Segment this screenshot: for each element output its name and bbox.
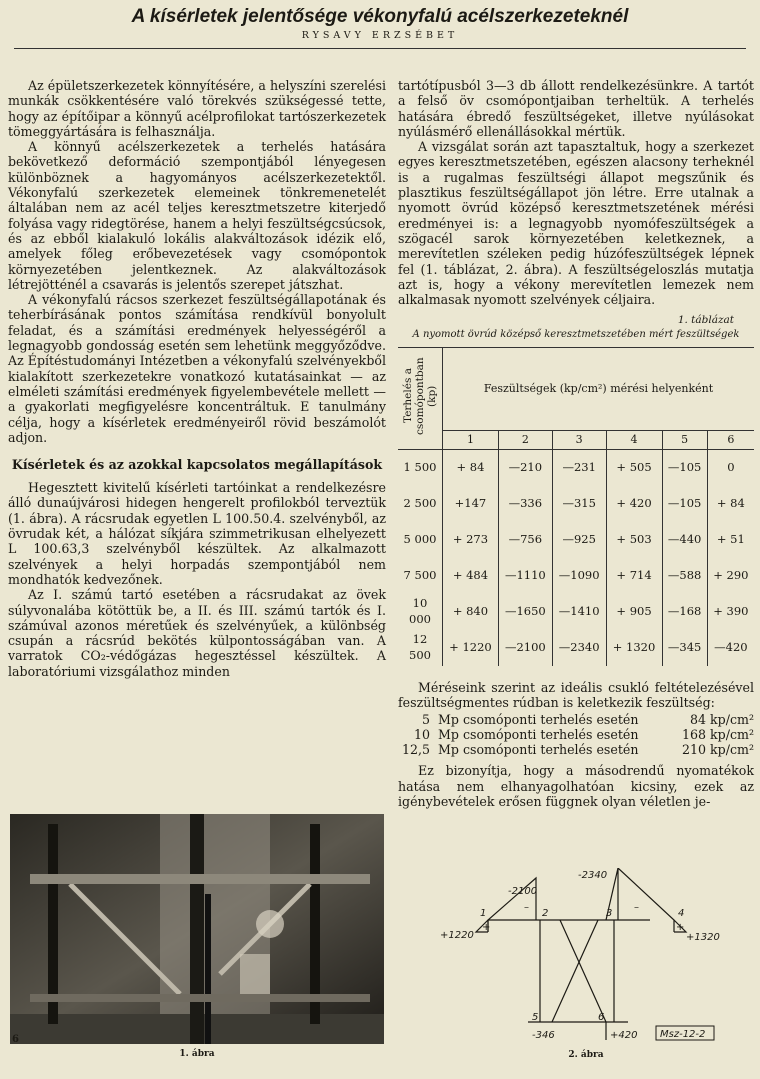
stress-cell: —210 xyxy=(498,449,552,486)
load-cell: 12 500 xyxy=(398,630,443,666)
right-column xyxy=(398,78,754,809)
load-val: 84 kp/cm² xyxy=(689,712,754,728)
stress-cell: + 84 xyxy=(443,449,499,486)
load-cell: 7 500 xyxy=(398,558,443,594)
load-val: 168 kp/cm² xyxy=(681,727,754,743)
page-number: 6 xyxy=(12,1034,19,1045)
stress-cell: —1110 xyxy=(498,558,552,594)
position-3: 3 xyxy=(552,430,606,449)
left-column xyxy=(8,78,386,679)
load-cell: 5 000 xyxy=(398,522,443,558)
section-heading: Kísérletek és az azokkal kapcsolatos megállapítások xyxy=(11,457,383,473)
stress-cell: + 51 xyxy=(707,522,754,558)
position-2: 2 xyxy=(498,430,552,449)
figure1-caption: 1. ábra xyxy=(179,1049,215,1059)
right-paragraph-1: tartótípusból 3—3 db állott rendelkezésünkre. A tartót a felső öv csomópontjaiban terheltük. A terhelés hatására ébredő feszültségeket, illetve nyúlásokat nyúlásmérő ellenállásokkal mértük. xyxy=(398,78,754,139)
stress-cell: —336 xyxy=(498,486,552,522)
load-desc: Mp csomóponti terhelés esetén xyxy=(438,712,639,728)
load-list xyxy=(398,712,754,757)
load-item xyxy=(398,712,754,727)
stress-cell: —2340 xyxy=(552,630,606,666)
table-row xyxy=(398,449,754,486)
label-v6: +420 xyxy=(610,1030,638,1041)
left-paragraph-5: Az I. számú tartó esetében a rácsrudakat az övek súlyvonalába kötöttük be, a II. és III. számú tartók és I. számúval azonos méretűek és szelvényűek, a különbség csupán a rácsrúd bekötés külpontosságában van. A varratok CO₂-védőgázas hegesztéssel készültek. A laboratóriumi vizsgálathoz minden xyxy=(8,587,386,679)
left-paragraph-2: A könnyű acélszerkezetek a terhelés hatására bekövetkező deformáció szempontjából lényegesen különböznek a hagyományos acélszerkezetektől. Vékonyfalú szerkezetek elemeinek tönkremenetelét általában nem az acél teljes keresztmetszetre kiterjedő folyása vagy ridegtörése, hanem a helyi feszültségcsúcsok, és az ebből kialakuló lokális alakváltozások idézik elő, amelyek főleg erőbevezetések vagy csomópontok környezetében jelentkeznek. Az alakváltozások létrejötténél a csavarás is jelentős szerepet játszhat. xyxy=(8,139,386,292)
load-header: Terhelés a csomópontban (kp) xyxy=(402,357,438,435)
table-body xyxy=(398,449,754,666)
stress-cell: 0 xyxy=(707,449,754,486)
load-n: 12,5 xyxy=(401,742,430,758)
load-cell: 10 000 xyxy=(398,594,443,630)
stress-distribution-diagram xyxy=(428,868,744,1054)
node-5: 5 xyxy=(532,1012,539,1023)
stress-cell: + 290 xyxy=(707,558,754,594)
label-v1: +1220 xyxy=(440,930,474,941)
stress-cell: —1410 xyxy=(552,594,606,630)
plus-right: + xyxy=(676,922,685,933)
left-paragraph-4: Hegesztett kivitelű kísérleti tartóinkat a rendelkezésre álló dunaújvárosi hidegen hengerelt profilokból terveztük (1. ábra). A rácsrudak egyetlen L 100.50.4. szelvényből, az övrudak két, a hálózat síkjára szimmetrikusan elhelyezett L 100.63,3 szelvényből készültek. Az alkalmazott szelvények a helyi horpadás szempontjából nem mondhatók kedvezőnek. xyxy=(8,480,386,587)
stress-cell: —345 xyxy=(662,630,707,666)
stress-cell: + 84 xyxy=(707,486,754,522)
stress-cell: —420 xyxy=(707,630,754,666)
stress-cell: + 484 xyxy=(443,558,499,594)
diagram-right xyxy=(618,868,674,932)
stress-cell: —168 xyxy=(662,594,707,630)
load-val: 210 kp/cm² xyxy=(681,742,754,758)
label-v3: -2340 xyxy=(578,870,608,881)
stamp-label: Msz-12-2 xyxy=(660,1029,706,1040)
article-title: A kísérletek jelentősége vékonyfalú acélszerkezeteknél xyxy=(131,6,629,27)
load-desc: Mp csomóponti terhelés esetén xyxy=(438,742,639,758)
stress-cell: + 714 xyxy=(606,558,662,594)
table-row xyxy=(398,558,754,594)
stress-cell: +147 xyxy=(443,486,499,522)
position-5: 5 xyxy=(662,430,707,449)
stress-cell: + 1220 xyxy=(443,630,499,666)
load-cell: 2 500 xyxy=(398,486,443,522)
load-item xyxy=(398,742,754,757)
stress-cell: + 420 xyxy=(606,486,662,522)
stress-cell: + 1320 xyxy=(606,630,662,666)
stress-cell: + 505 xyxy=(606,449,662,486)
test-rig-photo xyxy=(10,814,384,1044)
stress-cell: + 905 xyxy=(606,594,662,630)
table-row xyxy=(398,522,754,558)
stress-cell: —756 xyxy=(498,522,552,558)
label-v4: +1320 xyxy=(686,932,720,943)
figure2-caption: 2. ábra xyxy=(568,1050,604,1060)
load-n: 10 xyxy=(413,727,430,743)
left-paragraph-3: A vékonyfalú rácsos szerkezet feszültségállapotának és teherbírásának pontos számítása rendkívül bonyolult feladat, és a számítási eredmények helyességéről a legnagyobb gondosság esetén sem lehetünk meggyőződve. Az Építéstudományi Intézetben a vékonyfalú szelvényekből kialakított szerkezetekre vonatkozó kutatásainkat — az elméleti számítási eredmények figyelembevétele mellett — a gyakorlati megfigyelésre koncentráltuk. E tanulmány célja, hogy a kísérletek eredményeiről rövid beszámolót adjon. xyxy=(8,292,386,445)
load-n: 5 xyxy=(421,712,430,728)
stress-cell: —2100 xyxy=(498,630,552,666)
right-paragraph-2: A vizsgálat során azt tapasztaltuk, hogy a szerkezet egyes keresztmetszetében, egészen alacsony terheknél is a rugalmas feszültségi állapot megszűnik és plasztikus feszültségállapot jön létre. Erre utalnak a nyomott övrúd középső keresztmetszetének mérési eredményei is: a legnagyobb nyomófeszültségek a szögacél sarok környezetében keletkeznek, a merevítetlen széleken pedig húzófeszültségek lépnek fel (1. táblázat, 2. ábra). A feszültségeloszlás mutatja azt is, hogy a vékony merevítetlen lemezek nem alkalmasak nyomott szelvények céljaira. xyxy=(398,139,754,308)
minus-left: – xyxy=(524,902,529,913)
header-rule xyxy=(14,48,746,49)
table-row xyxy=(398,630,754,666)
stress-cell: + 503 xyxy=(606,522,662,558)
load-cell: 1 500 xyxy=(398,449,443,486)
node-4: 4 xyxy=(678,908,685,919)
table-row xyxy=(398,486,754,522)
label-v5: -346 xyxy=(532,1030,555,1041)
left-paragraph-1: Az épületszerkezetek könnyítésére, a helyszíni szerelési munkák csökkentésére való törekvés szükségessé tette, hogy az építőipar a könnyű acélprofilokat tartószerkezetek tömeggyártására is felhasználja. xyxy=(8,78,386,139)
diag-1 xyxy=(560,920,606,1022)
load-header-cell xyxy=(398,347,443,449)
right-paragraph-3: Méréseink szerint az ideális csukló feltételezésével feszültségmentes rúdban is keletkezik feszültség: xyxy=(398,679,754,711)
node-3: 3 xyxy=(606,908,613,919)
position-1: 1 xyxy=(443,430,499,449)
stress-cell: + 273 xyxy=(443,522,499,558)
position-6: 6 xyxy=(707,430,754,449)
stress-table xyxy=(398,347,754,666)
load-desc: Mp csomóponti terhelés esetén xyxy=(438,727,639,743)
diag-2 xyxy=(552,920,598,1022)
stress-cell: + 390 xyxy=(707,594,754,630)
node-1: 1 xyxy=(480,908,487,919)
plus-left: + xyxy=(482,922,491,933)
node-2: 2 xyxy=(542,908,549,919)
position-4: 4 xyxy=(606,430,662,449)
stress-header: Feszültségek (kp/cm²) mérési helyenként xyxy=(443,347,755,430)
stress-cell: —105 xyxy=(662,486,707,522)
load-item xyxy=(398,727,754,742)
author-name: RYSAVY ERZSÉBET xyxy=(301,30,459,41)
stress-cell: —231 xyxy=(552,449,606,486)
right-paragraph-4: Ez bizonyítja, hogy a másodrendű nyomatékok hatása nem elhanyagolhatóan kicsiny, ezek az igénybevételek erősen függnek olyan véletlen je- xyxy=(398,763,754,809)
position-header-row xyxy=(398,430,754,449)
stress-cell: —925 xyxy=(552,522,606,558)
stress-cell: —1650 xyxy=(498,594,552,630)
stress-cell: —440 xyxy=(662,522,707,558)
stress-cell: —315 xyxy=(552,486,606,522)
stress-cell: —1090 xyxy=(552,558,606,594)
stress-cell: —105 xyxy=(662,449,707,486)
table-row xyxy=(398,594,754,630)
table-number: 1. táblázat xyxy=(677,314,734,327)
node-6: 6 xyxy=(598,1012,605,1023)
minus-right: – xyxy=(634,902,639,913)
label-v2: -2100 xyxy=(508,886,538,897)
table-caption: A nyomott övrúd középső keresztmetszetében mért feszültségek xyxy=(412,328,740,340)
stress-cell: + 840 xyxy=(443,594,499,630)
stress-cell: —588 xyxy=(662,558,707,594)
